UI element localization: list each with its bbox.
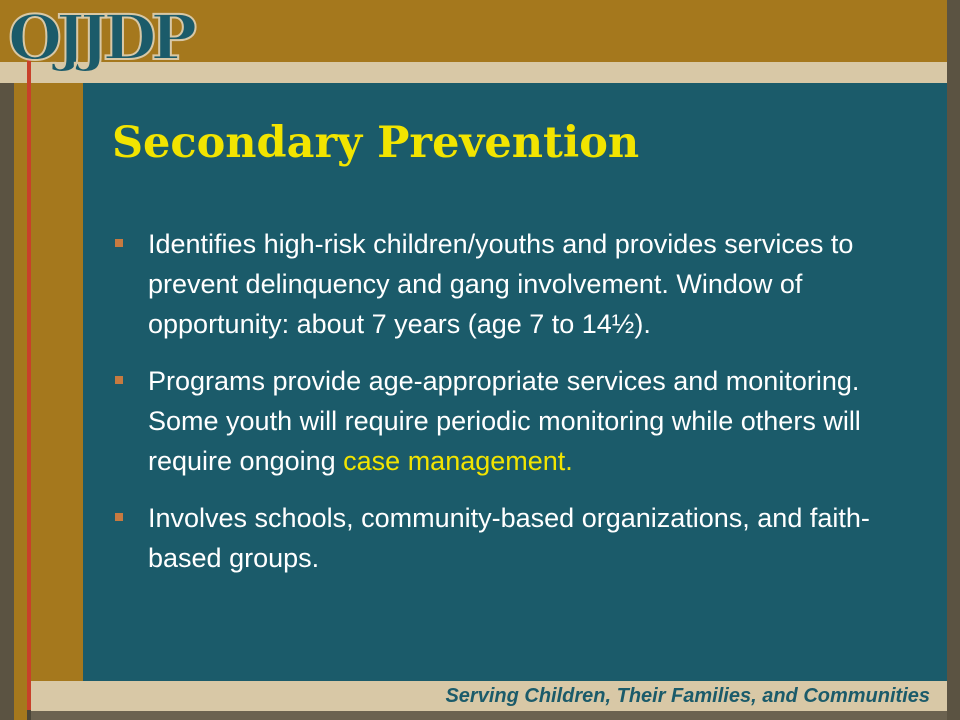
footer-dark-strip	[31, 711, 947, 720]
bullet-text: Identifies high-risk children/youths and provides services to prevent delinquency and gang involvement. Window of opportunity: about 7 years (age 7 to 14½).	[148, 229, 854, 339]
left-frame-dark	[0, 83, 14, 720]
bullet-text	[148, 366, 861, 476]
bullet-square-icon	[115, 376, 123, 384]
bullet-list	[115, 224, 935, 595]
bullet-item	[115, 498, 935, 578]
accent-stripe	[27, 60, 31, 710]
left-panel	[31, 83, 83, 681]
ojjdp-logo	[8, 1, 192, 74]
right-frame	[947, 0, 960, 720]
bullet-text: Involves schools, community-based organizations, and faith-based groups.	[148, 503, 870, 573]
bullet-item	[115, 224, 935, 344]
bullet-square-icon	[115, 239, 123, 247]
slide-title: Secondary Prevention	[112, 118, 640, 168]
bullet-text-main: Programs provide age-appropriate services and monitoring. Some youth will require periodic monitoring while others will require ongoing	[148, 366, 861, 476]
bullet-square-icon	[115, 513, 123, 521]
bullet-item	[115, 361, 935, 481]
logo-text: OJJDP	[8, 1, 192, 74]
highlighted-term: case management.	[343, 446, 573, 476]
footer-tagline: Serving Children, Their Families, and Communities	[445, 685, 930, 707]
